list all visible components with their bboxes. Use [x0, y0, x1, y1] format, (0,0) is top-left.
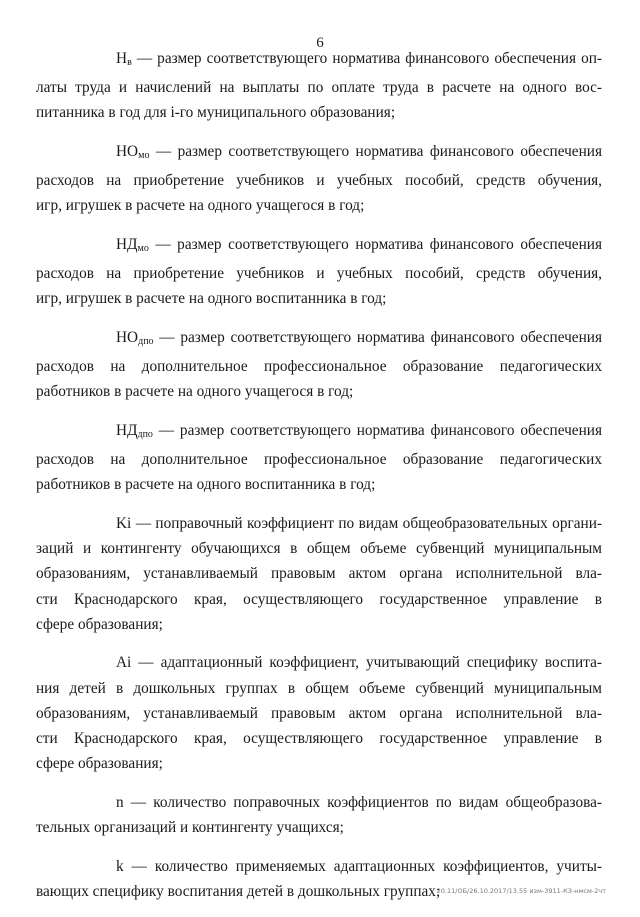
text-line: [116, 511, 602, 536]
text-line: работников в расчете на одного учащегося в год;: [36, 383, 354, 401]
variable-symbol: Н: [116, 50, 128, 67]
variable-symbol: Ki: [116, 515, 132, 532]
definition-text: — размер соответствующего норматива финансового обеспечения: [148, 236, 602, 253]
text-line: [116, 232, 602, 261]
definition-paragraph: [36, 854, 602, 904]
page-number: 6: [316, 35, 324, 51]
footer-stamp: 20.11/ОБ/26.10.2017/13.55 изм-3911-КЗ-нмсм-2чт: [436, 887, 606, 895]
definition-paragraph: [36, 511, 602, 637]
text-line: образованиям, устанавливаемый правовым актом органа исполнительной вла-: [36, 565, 602, 583]
text-line: [116, 418, 602, 447]
text-line: сфере образования;: [36, 755, 163, 773]
text-line: игр, игрушек в расчете на одного учащегося в год;: [36, 197, 365, 215]
definition-text: — размер соответствующего норматива финансового обеспечения оп-: [131, 50, 602, 67]
text-line: латы труда и начислений на выплаты по оплате труда в расчете на одного вос-: [36, 79, 602, 97]
document-body: [36, 46, 602, 917]
definition-text: — поправочный коэффициент по видам общеобразовательных органи-: [131, 515, 602, 532]
definition-paragraph: [36, 232, 602, 312]
text-line: сфере образования;: [36, 615, 163, 633]
text-line: [116, 46, 602, 75]
definition-paragraph: [36, 46, 602, 126]
text-line: образованиям, устанавливаемый правовым актом органа исполнительной вла-: [36, 704, 602, 722]
text-line: сти Краснодарского края, осуществляющего государственное управление в: [36, 730, 602, 748]
variable-symbol: НД: [116, 422, 138, 439]
variable-symbol: k: [116, 857, 124, 875]
definition-paragraph: [36, 325, 602, 405]
text-line: [116, 854, 602, 879]
definition-text: — количество поправочных коэффициентов по видам общеобразова-: [123, 793, 602, 811]
text-line: [116, 139, 602, 168]
definition-text: — размер соответствующего норматива финансового обеспечения: [153, 329, 602, 346]
text-line: работников в расчете на одного воспитанника в год;: [36, 476, 376, 494]
variable-subscript: в: [127, 57, 132, 68]
definition-paragraph: [36, 139, 602, 219]
variable-subscript: мо: [138, 150, 150, 161]
text-line: тельных организаций и контингенту учащихся;: [36, 819, 344, 837]
text-line: расходов на приобретение учебников и учебных пособий, средств обучения,: [36, 265, 602, 283]
text-line: расходов на дополнительное профессиональное образование педагогических: [36, 451, 602, 469]
variable-symbol: НО: [116, 143, 139, 160]
variable-subscript: дпо: [137, 429, 153, 440]
definition-paragraph: [36, 418, 602, 498]
text-line: ния детей в дошкольных группах в общем объеме субвенций муниципальным: [36, 679, 602, 697]
variable-subscript: мо: [137, 243, 149, 254]
text-line: [116, 790, 602, 815]
definition-text: — адаптационный коэффициент, учитывающий специфику воспита-: [131, 654, 602, 672]
variable-symbol: n: [116, 793, 124, 811]
text-line: питанника в год для i-го муниципального образования;: [36, 104, 396, 122]
text-line: [116, 325, 602, 354]
text-line: вающих специфику воспитания детей в дошкольных группах;: [36, 882, 441, 900]
variable-symbol: Ai: [116, 654, 132, 672]
text-line: игр, игрушек в расчете на одного воспитанника в год;: [36, 290, 387, 308]
variable-subscript: дпо: [138, 336, 154, 347]
text-line: сти Краснодарского края, осуществляющего государственное управление в: [36, 590, 602, 608]
text-line: расходов на дополнительное профессиональное образование педагогических: [36, 358, 602, 376]
definition-text: — размер соответствующего норматива финансового обеспечения: [149, 143, 602, 160]
definition-paragraph: [36, 650, 602, 776]
text-line: расходов на приобретение учебников и учебных пособий, средств обучения,: [36, 172, 602, 190]
variable-symbol: НО: [116, 329, 139, 346]
text-line: заций и контингенту обучающихся в общем объеме субвенций муниципальным: [36, 540, 602, 558]
definition-text: — размер соответствующего норматива финансового обеспечения: [152, 422, 602, 439]
variable-symbol: НД: [116, 236, 138, 253]
definition-text: — количество применяемых адаптационных коэффициентов, учиты-: [123, 857, 602, 875]
definition-paragraph: [36, 790, 602, 840]
text-line: [116, 650, 602, 675]
